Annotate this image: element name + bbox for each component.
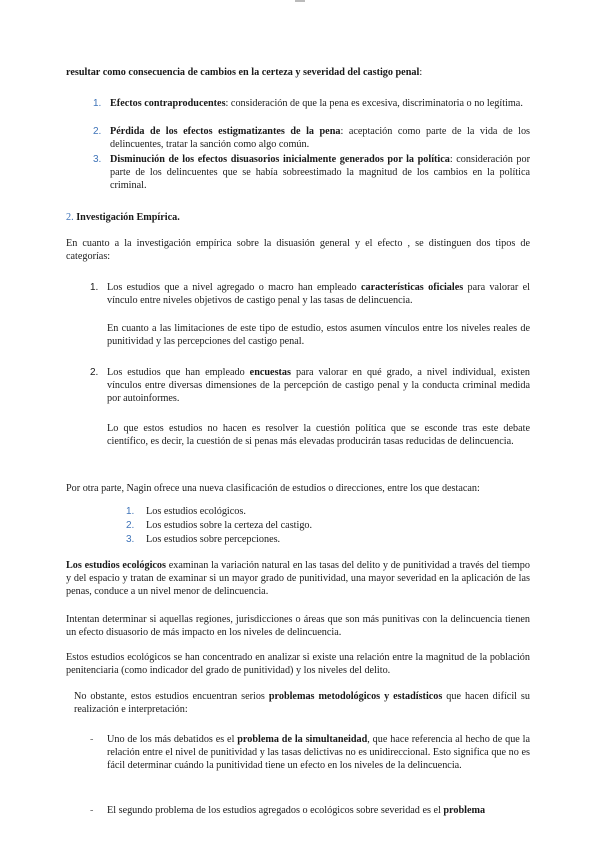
eco-paragraph-3: Estos estudios ecológicos se han concentrado en analizar si existe una relación entre la magnitud de la población penitenciaria (como indicador del grado de punitividad) y los niveles del delito. xyxy=(66,652,530,676)
nagin-number: 2. xyxy=(126,520,135,531)
effect-item: Efectos contraproducentes: consideración de que la pena es excesiva, discriminatoria o no legítima. xyxy=(110,98,523,109)
study-number: 1. xyxy=(90,282,99,293)
effect-number: 2. xyxy=(93,126,102,137)
bullet-item: El segundo problema de los estudios agregados o ecológicos sobre severidad es el problema xyxy=(107,805,486,816)
bullet-dash: - xyxy=(90,805,94,816)
nagin-item: Los estudios ecológicos. xyxy=(146,506,246,517)
nagin-item: Los estudios sobre la certeza del castigo. xyxy=(146,520,313,531)
bullet-item: Uno de los más debatidos es el problema de la simultaneidad, que hace referencia al hecho de que la relación entre el nivel de punitividad y las tasas delictivas no es unidireccional. Esto significa que no es fácil determinar cuándo la punitividad tiene un efecto en los niveles de la delincuencia. xyxy=(107,734,531,771)
nagin-item: Los estudios sobre percepciones. xyxy=(146,534,281,545)
study-number: 2. xyxy=(90,367,99,378)
effect-number: 1. xyxy=(93,98,102,109)
section-heading: 2. Investigación Empírica. xyxy=(66,212,180,223)
page-header-mark xyxy=(295,0,305,2)
effect-number: 3. xyxy=(93,154,102,165)
study-item: Los estudios que a nivel agregado o macro han empleado características oficiales para valorar el vínculo entre niveles objetivos de castigo penal y las tasas de delincuencia. xyxy=(107,282,530,306)
eco-paragraph: Los estudios ecológicos examinan la variación natural en las tasas del delito y de punitividad a través del tiempo y del espacio y tratan de examinar si un mayor grado de punitividad, una mayor severidad en la aplicación de las penas, conduce a un nivel menor de delincuencia. xyxy=(66,560,530,597)
effect-item: Disminución de los efectos disuasorios inicialmente generados por la política: consideración por parte de los delincuentes que se había sobreestimado la magnitud de los cambios en la política criminal. xyxy=(110,154,531,191)
eco-paragraph-2: Intentan determinar si aquellas regiones, jurisdicciones o áreas que son más punitivas con la delincuencia tienen un efecto disuasorio de más impacto en los niveles de delincuencia. xyxy=(66,614,530,638)
bullet-dash: - xyxy=(90,734,94,745)
study-item: Los estudios que han empleado encuestas para valorar en qué grado, a nivel individual, existen vínculos entre diversas dimensiones de la percepción de castigo penal y la conducta criminal medida por autoinformes. xyxy=(107,367,530,404)
nagin-number: 3. xyxy=(126,534,135,545)
nagin-number: 1. xyxy=(126,506,135,517)
intro-line: resultar como consecuencia de cambios en la certeza y severidad del castigo penal: xyxy=(66,67,423,78)
effect-item: Pérdida de los efectos estigmatizantes de la pena: aceptación como parte de la vida de los delincuentes, tratar la sanción como algo común. xyxy=(110,126,530,150)
nagin-intro: Por otra parte, Nagin ofrece una nueva clasificación de estudios o direcciones, entre los que destacan: xyxy=(66,483,480,494)
paragraph-intro: En cuanto a la investigación empírica sobre la disuasión general y el efecto , se distinguen dos tipos de categorías: xyxy=(66,238,530,262)
study-note: Lo que estos estudios no hacen es resolver la cuestión política que se esconde tras este debate científico, es decir, la cuestión de si penas más elevadas producirán tasas reducidas de delincuencia. xyxy=(107,423,530,447)
study-note: En cuanto a las limitaciones de este tipo de estudio, estos asumen vínculos entre los niveles reales de punitividad y las percepciones del castigo penal. xyxy=(107,323,530,347)
problems-paragraph: No obstante, estos estudios encuentran serios problemas metodológicos y estadísticos que hacen difícil su realización e interpretación: xyxy=(74,691,530,715)
